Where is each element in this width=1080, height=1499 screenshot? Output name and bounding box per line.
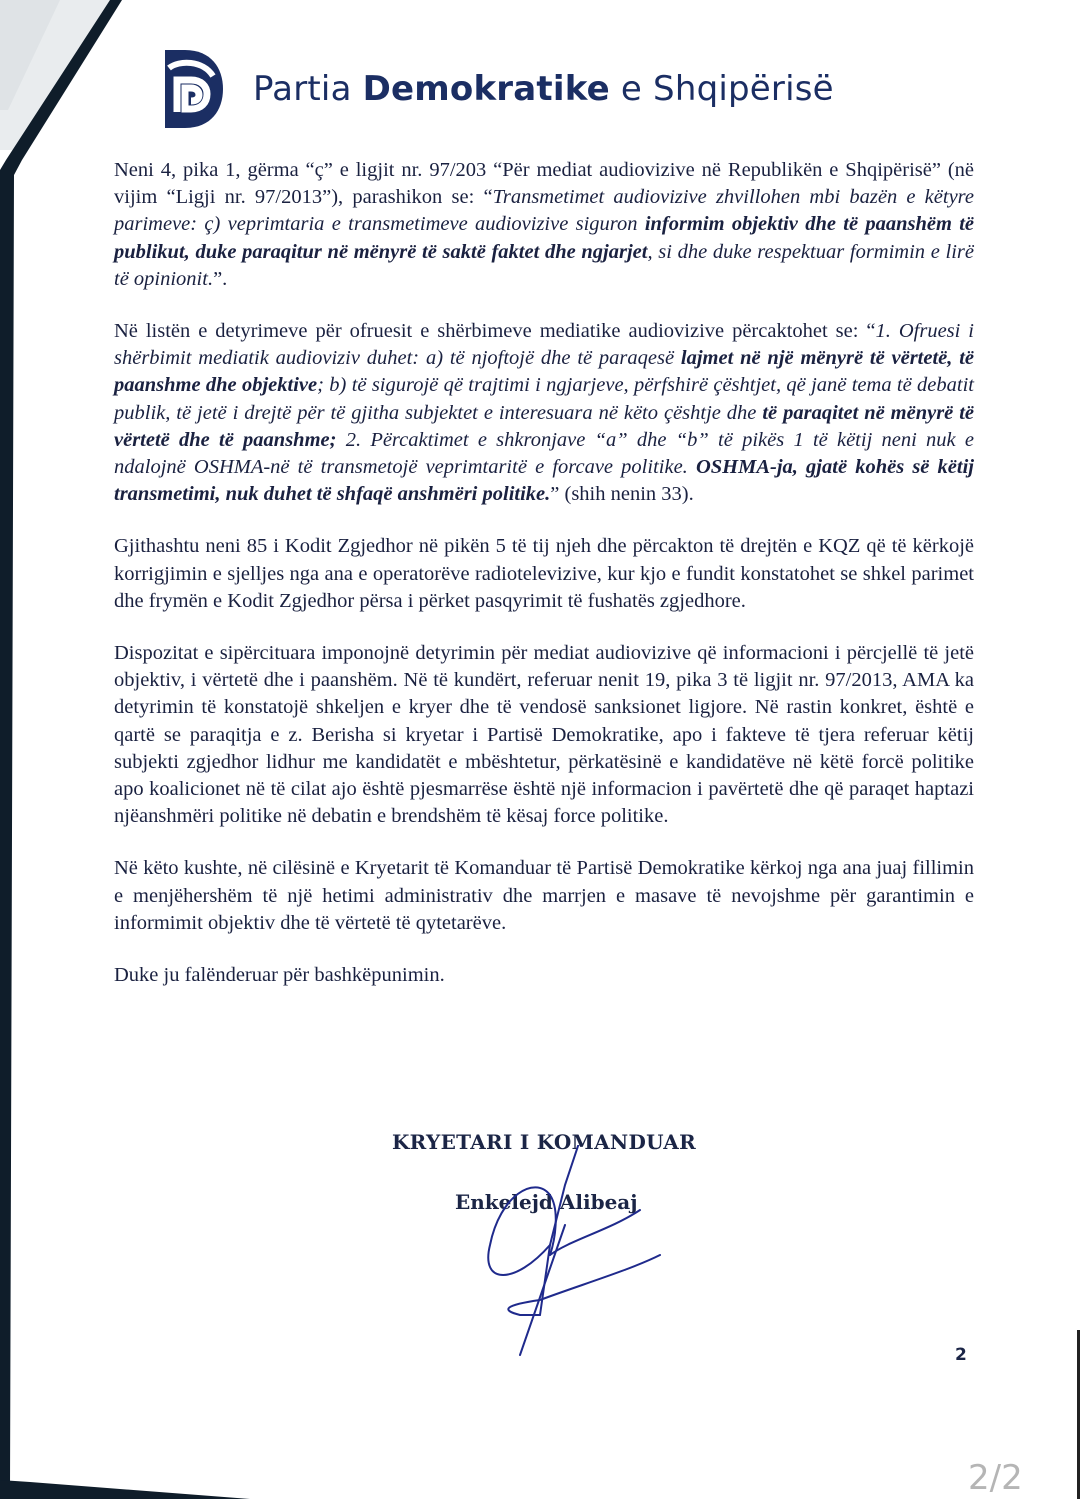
paragraph bbox=[114, 318, 974, 508]
page-number: 2 bbox=[955, 1345, 967, 1365]
paragraph bbox=[114, 962, 974, 989]
text-segment: Duke ju falënderuar për bashkëpunimin. bbox=[114, 964, 445, 987]
text-segment: Dispozitat e sipërcituara imponojnë detyrimin për mediat audiovizive që informacioni i përcjellë të jetë objektiv, i vërtetë dhe i paanshëm. Në të kundërt, referuar nenit 19, pika 3 të ligjit nr. 97/2013, AMA ka detyrimin të konstatojë shkeljen e kryer dhe të vendosë sanksionet ligjore. Në rastin konkret, është e qartë se paraqitja e z. Berisha si kryetar i Partisë Demokratike, apo i fakteve të tjera referuar këtij subjekti zgjedhor lidhur me kandidatët e mbështetur, përkatësinë e kandidatëve në këtë forcë politike apo koalicionet në të cilat ajo është pjesmarrëse është një informacion i pavërtetë dhe që paraqet haptazi njëanshmëri politike në debatin e brendshëm të kësaj force politike. bbox=[114, 642, 974, 828]
text-segment: Në listën e detyrimeve për ofruesit e shërbimeve mediatike audiovizive përcaktohet se: “ bbox=[114, 320, 876, 343]
brand-prefix: Partia bbox=[253, 69, 352, 109]
letterhead bbox=[163, 48, 834, 130]
text-segment: Neni 4, pika 1, gërma “ç” e ligjit nr. 97/203 “Për mediat audiovizive në Republikën e Shqipërisë” (në vijim “Ligji nr. 97/2013”), parashikon se: “ bbox=[114, 159, 974, 209]
text-segment: Në këto kushte, në cilësinë e Kryetarit të Komanduar të Partisë Demokratike kërkoj nga ana juaj fillimin e menjëhershëm të një hetimi administrativ dhe marrjen e masave të nevojshme për garantimin e informimit objektiv dhe të vërtetë të qytetarëve. bbox=[114, 857, 974, 934]
paragraph bbox=[114, 855, 974, 937]
text-segment: ” (shih nenin 33). bbox=[550, 483, 694, 506]
text-segment: , si dhe duke respektuar formimin e lirë të opinionit. bbox=[114, 240, 974, 290]
brand-suffix: e Shqipërisë bbox=[620, 69, 834, 109]
letter-body bbox=[114, 157, 974, 1014]
brand-bold: Demokratike bbox=[362, 69, 610, 109]
party-name bbox=[253, 69, 834, 109]
pd-logo-icon bbox=[163, 48, 225, 130]
text-segment: Transmetimet audiovizive zhvillohen mbi bazën e këtyre parimeve: ç) veprimtaria e transmetimeve audiovizive siguron bbox=[114, 186, 974, 236]
text-segment: OSHMA-ja, gjatë kohës së këtij transmetimi, nuk duhet të shfaqë anshmëri politike. bbox=[114, 456, 974, 506]
text-segment: Gjithashtu neni 85 i Kodit Zgjedhor në pikën 5 të tij njeh dhe përcakton të drejtën e KQZ që të kërkojë korrigjimin e sjelljes nga ana e operatorëve radiotelevizive, kur kjo e fundit konstatohet se shkel parimet dhe frymën e Kodit Zgjedhor përsa i përket pasqyrimit të fushatës zgjedhore. bbox=[114, 535, 974, 612]
paragraph bbox=[114, 640, 974, 830]
text-segment: ”. bbox=[213, 267, 228, 290]
text-segment: lajmet në një mënyrë të vërtetë, të paanshme dhe objektive bbox=[114, 347, 974, 397]
text-segment: të paraqitet në mënyrë të vërtetë dhe të paanshme; bbox=[114, 401, 975, 451]
text-segment: 1. Ofruesi i shërbimit mediatik audioviziv duhet: a) të njoftojë dhe të paraqesë bbox=[114, 320, 974, 370]
text-segment: informim objektiv dhe të paanshëm të publikut, duke paraqitur në mënyrë të saktë faktet dhe ngjarjet bbox=[114, 213, 975, 263]
text-segment: ; b) të sigurojë që trajtimi i ngjarjeve, përfshirë çështjet, që janë tema të debatit publik, të jetë i drejtë për të gjitha subjektet e interesuara në këto çështje dhe bbox=[114, 374, 974, 424]
viewer-page-indicator: 2/2 bbox=[968, 1458, 1023, 1498]
handwritten-signature bbox=[480, 1145, 680, 1360]
signatory-name: Enkelejd Alibeaj bbox=[455, 1190, 638, 1214]
paragraph bbox=[114, 157, 974, 293]
text-segment: 2. Përcaktimet e shkronjave “a” dhe “b” të pikës 1 të këtij neni nuk e ndalojnë OSHMA-në të transmetojë veprimtaritë e forcave politike. bbox=[114, 428, 974, 479]
paragraph bbox=[114, 533, 974, 615]
signatory-title: KRYETARI I KOMANDUAR bbox=[392, 1130, 696, 1154]
